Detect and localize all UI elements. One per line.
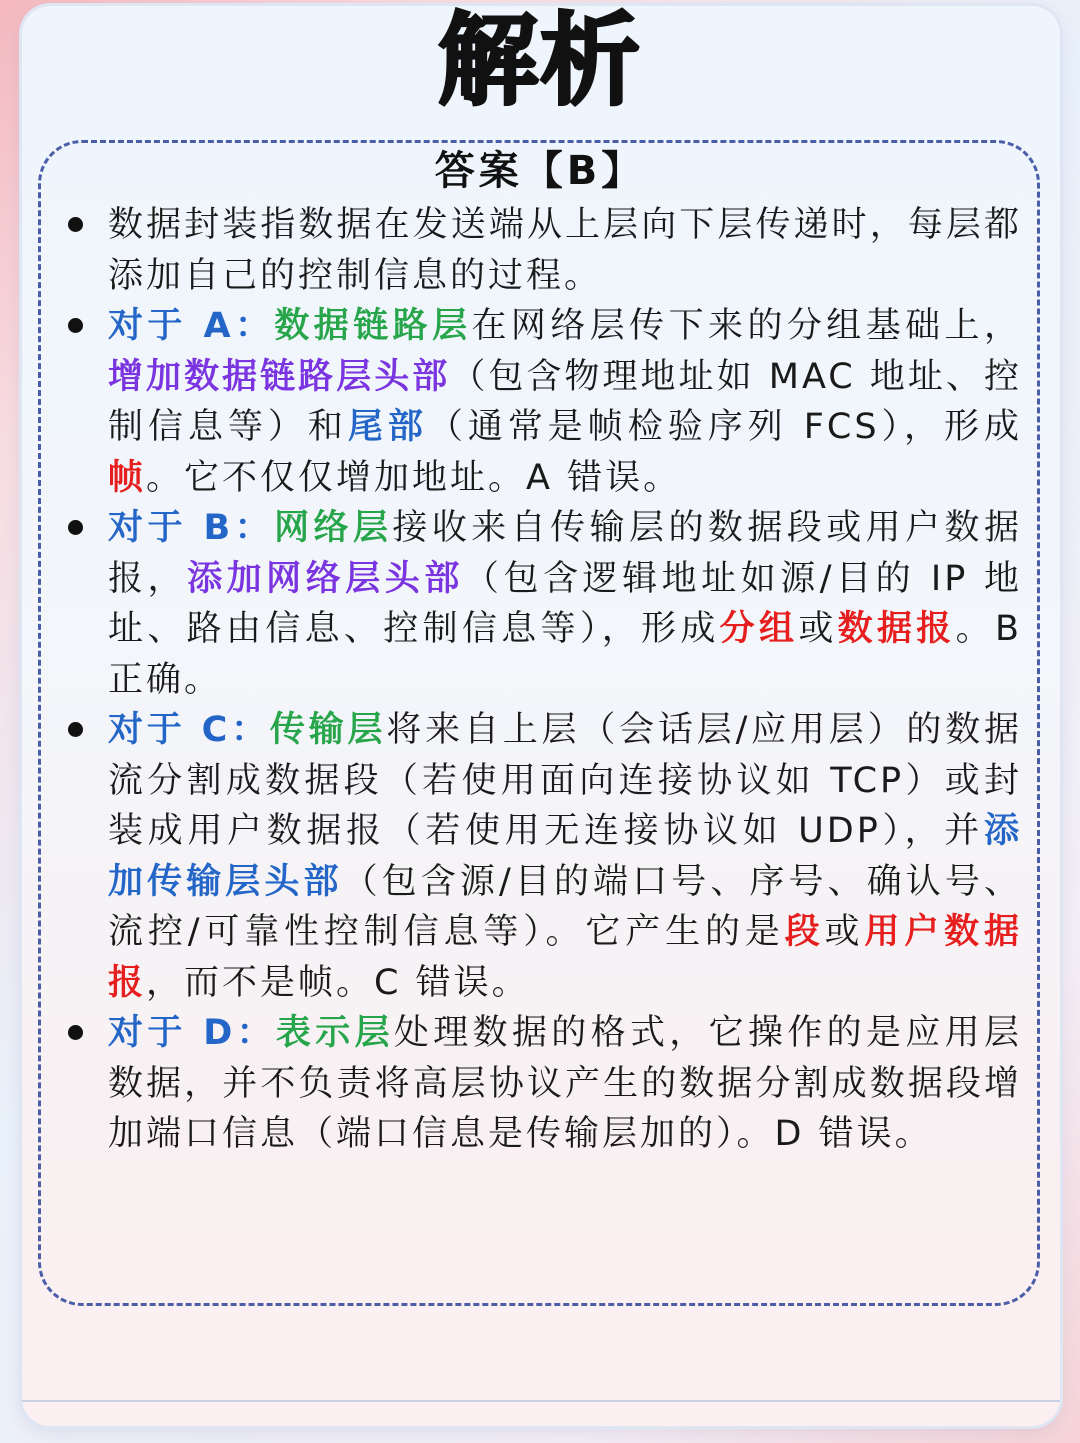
list-item-a <box>64 301 1022 503</box>
option-c-text-1: 将来自上层（会话层/应用层）的数据流分割成数据段（若使用面向连接协议如 TCP）或封装成用户数据报（若使用无连接协议如 UDP），并 <box>108 710 1022 851</box>
bullet-icon <box>68 1025 83 1040</box>
option-c-result-2: 用户数据报 <box>108 912 1022 1003</box>
option-b-result-1: 分组 <box>719 609 799 649</box>
bullet-icon <box>68 722 83 737</box>
option-b-text-3: 或 <box>798 609 838 649</box>
card-bottom-line <box>22 1400 1060 1402</box>
option-b-text-4: 。B 正确。 <box>108 609 1022 700</box>
option-b-text-2: （包含逻辑地址如源/目的 IP 地址、路由信息、控制信息等），形成 <box>108 558 1022 649</box>
option-b-term: 网络层 <box>274 508 393 548</box>
option-c-result-1: 段 <box>784 912 825 952</box>
option-b-label: 对于 B： <box>108 508 275 548</box>
intro-text: 数据封装指数据在发送端从上层向下层传递时，每层都添加自己的控制信息的过程。 <box>108 205 1022 296</box>
option-a-label: 对于 A： <box>108 306 275 346</box>
bullet-icon <box>68 520 83 535</box>
bullet-icon <box>68 217 83 232</box>
option-c-label: 对于 C： <box>108 710 270 750</box>
option-d-label: 对于 D： <box>108 1013 276 1053</box>
list-item-b <box>64 503 1022 705</box>
option-d-term: 表示层 <box>275 1013 394 1053</box>
option-c-added-header: 添加传输层头部 <box>108 811 1022 902</box>
explanation-list <box>64 200 1022 1160</box>
option-a-added-header: 增加数据链路层头部 <box>108 356 451 397</box>
option-d-text-1: 处理数据的格式，它操作的是应用层数据，并不负责将高层协议产生的数据分割成数据段增加端口信息（端口信息是传输层加的）。D 错误。 <box>108 1013 1022 1154</box>
list-item-intro <box>64 200 1022 301</box>
option-c-term: 传输层 <box>269 710 387 750</box>
option-c-text-4: ，而不是帧。C 错误。 <box>146 962 530 1003</box>
option-a-text-4: 。它不仅仅增加地址。A 错误。 <box>146 457 682 498</box>
option-a-term: 数据链路层 <box>274 306 472 346</box>
option-a-added-trailer: 尾部 <box>347 407 428 447</box>
option-b-result-2: 数据报 <box>837 609 956 649</box>
bullet-icon <box>68 318 83 333</box>
option-c-text-3: 或 <box>824 912 865 952</box>
answer-heading: 答案【B】 <box>434 148 646 194</box>
list-item-d <box>64 1008 1022 1160</box>
list-item-c <box>64 705 1022 1008</box>
option-b-added-header: 添加网络层头部 <box>187 558 464 599</box>
option-a-text-2: （包含物理地址如 MAC 地址、控制信息等）和 <box>108 356 1022 447</box>
page-title: 解析 <box>438 2 642 119</box>
option-c-text-2: （包含源/目的端口号、序号、确认号、流控/可靠性控制信息等）。它产生的是 <box>108 861 1022 952</box>
option-b-text-1: 接收来自传输层的数据段或用户数据报， <box>108 508 1022 599</box>
option-a-text-3: （通常是帧检验序列 FCS），形成 <box>427 407 1022 447</box>
option-a-text-1: 在网络层传下来的分组基础上， <box>471 306 1022 346</box>
option-a-result: 帧 <box>108 457 147 498</box>
